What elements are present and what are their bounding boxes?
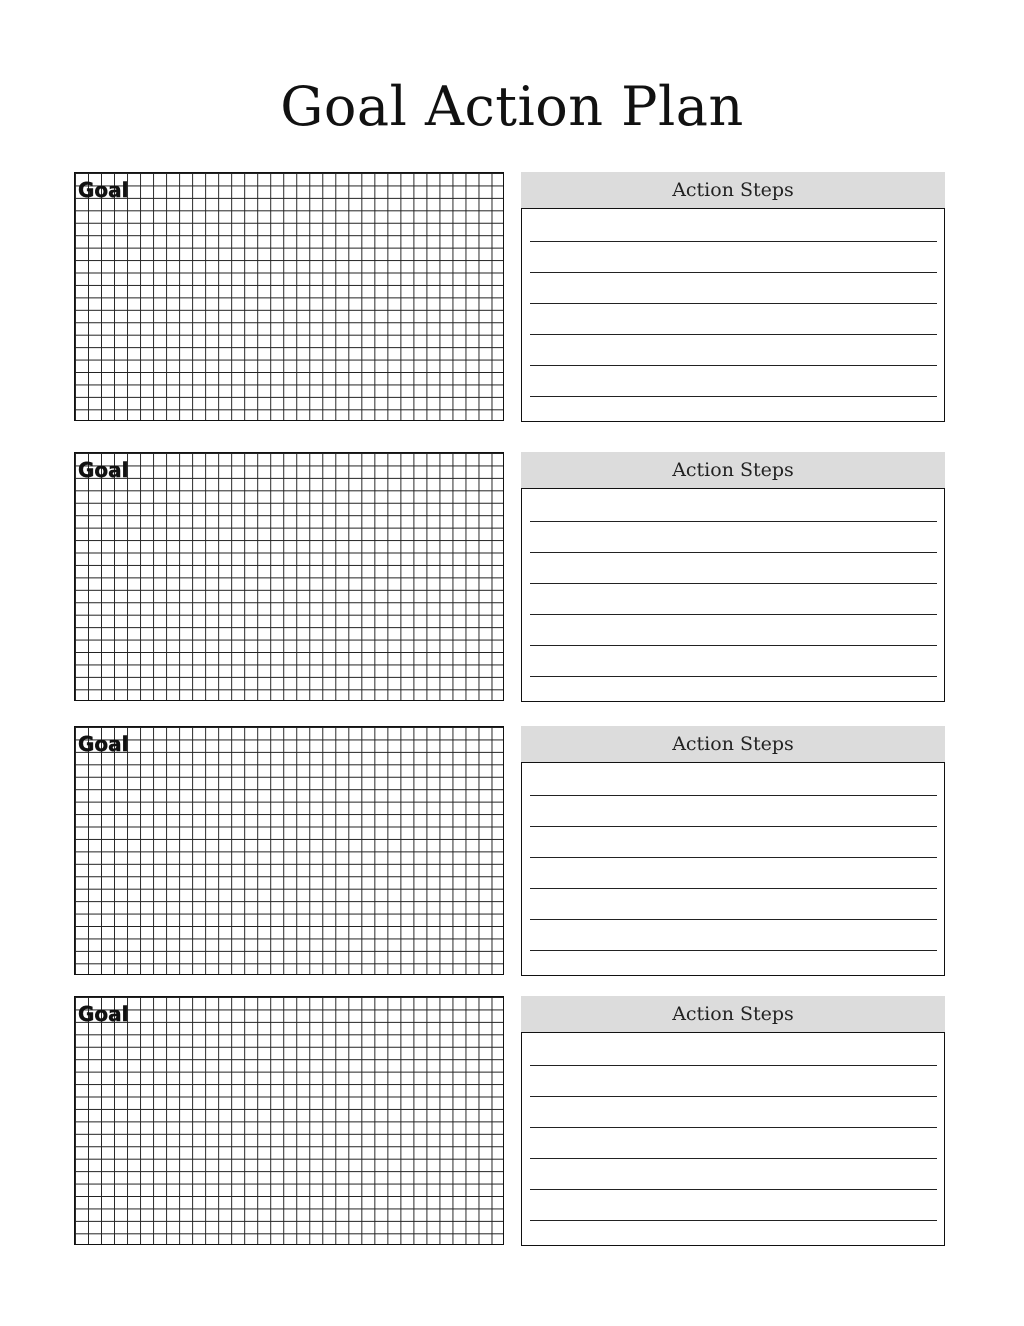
goal-label: Goal bbox=[78, 458, 129, 482]
step-line[interactable] bbox=[530, 676, 937, 677]
step-line[interactable] bbox=[530, 521, 937, 522]
goal-grid-3[interactable] bbox=[74, 726, 504, 975]
step-line[interactable] bbox=[530, 614, 937, 615]
goal-grid-1[interactable] bbox=[74, 172, 504, 421]
action-steps-box-4 bbox=[521, 996, 945, 1246]
step-line[interactable] bbox=[530, 396, 937, 397]
step-line[interactable] bbox=[530, 888, 937, 889]
action-steps-header: Action Steps bbox=[521, 996, 945, 1032]
action-steps-box-2 bbox=[521, 452, 945, 702]
step-line[interactable] bbox=[530, 857, 937, 858]
step-line[interactable] bbox=[530, 334, 937, 335]
step-line[interactable] bbox=[530, 645, 937, 646]
step-line[interactable] bbox=[530, 795, 937, 796]
step-line[interactable] bbox=[530, 826, 937, 827]
step-line[interactable] bbox=[530, 583, 937, 584]
action-steps-body[interactable] bbox=[521, 762, 945, 976]
action-steps-box-3 bbox=[521, 726, 945, 976]
step-line[interactable] bbox=[530, 241, 937, 242]
step-line[interactable] bbox=[530, 1189, 937, 1190]
action-steps-header: Action Steps bbox=[521, 172, 945, 208]
step-line[interactable] bbox=[530, 1096, 937, 1097]
action-steps-body[interactable] bbox=[521, 208, 945, 422]
step-line[interactable] bbox=[530, 950, 937, 951]
step-line[interactable] bbox=[530, 365, 937, 366]
action-steps-box-1 bbox=[521, 172, 945, 422]
goal-grid-2[interactable] bbox=[74, 452, 504, 701]
step-line[interactable] bbox=[530, 1220, 937, 1221]
step-line[interactable] bbox=[530, 1065, 937, 1066]
action-steps-header: Action Steps bbox=[521, 726, 945, 762]
goal-grid-4[interactable] bbox=[74, 996, 504, 1245]
action-steps-header: Action Steps bbox=[521, 452, 945, 488]
step-line[interactable] bbox=[530, 919, 937, 920]
goal-label: Goal bbox=[78, 178, 129, 202]
goal-label: Goal bbox=[78, 732, 129, 756]
page-title: Goal Action Plan bbox=[280, 75, 744, 138]
step-line[interactable] bbox=[530, 1158, 937, 1159]
action-steps-body[interactable] bbox=[521, 488, 945, 702]
step-line[interactable] bbox=[530, 552, 937, 553]
step-line[interactable] bbox=[530, 1127, 937, 1128]
action-steps-body[interactable] bbox=[521, 1032, 945, 1246]
step-line[interactable] bbox=[530, 272, 937, 273]
step-line[interactable] bbox=[530, 303, 937, 304]
goal-label: Goal bbox=[78, 1002, 129, 1026]
